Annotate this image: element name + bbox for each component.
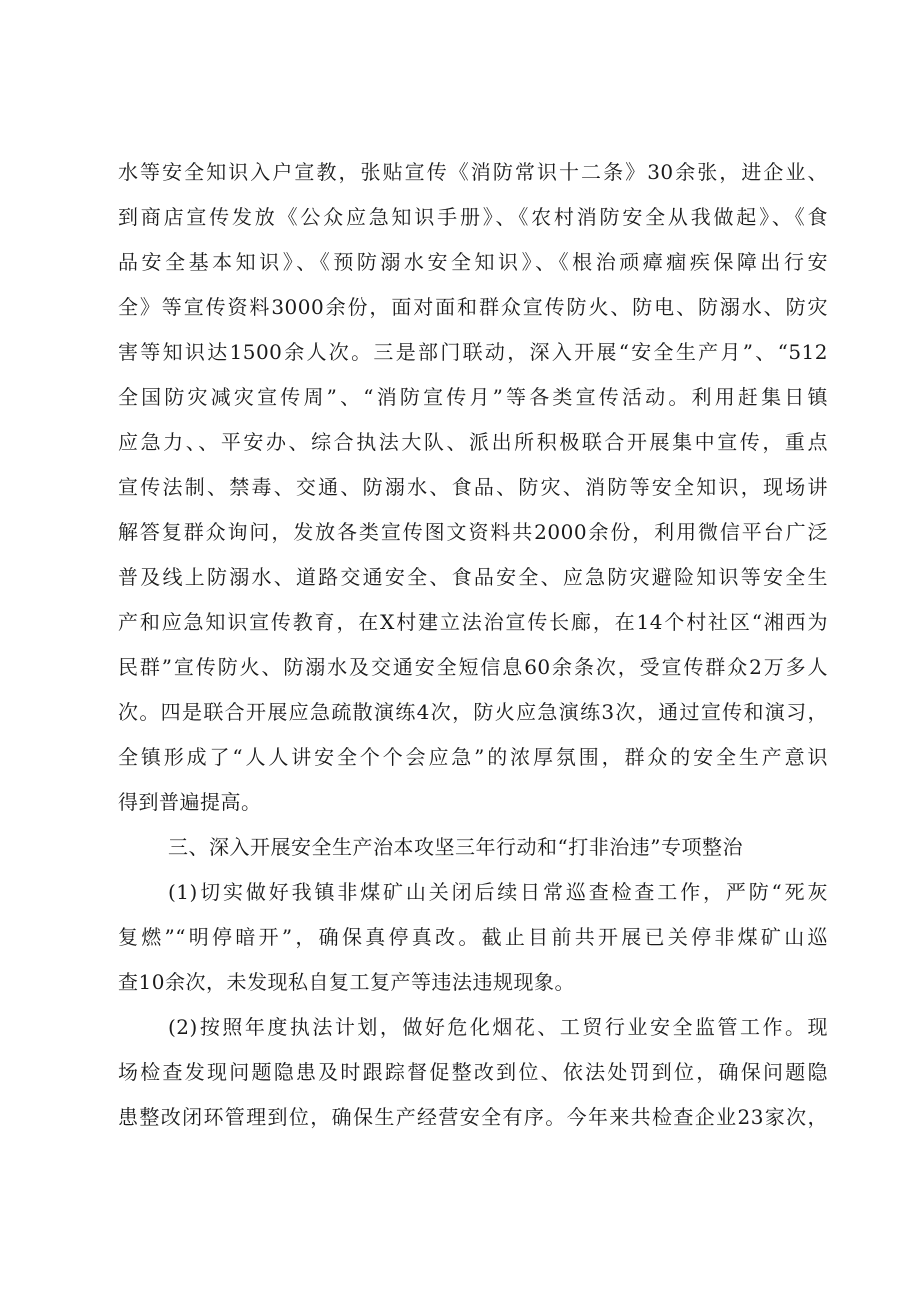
body-line: 普及线上防溺水、道路交通安全、食品安全、应急防灾避险知识等安全生 [118,565,828,589]
body-line: 得到普遍提高。 [118,790,262,814]
body-line: 到商店宣传发放《公众应急知识手册》、《农村消防安全从我做起》、《食 [118,205,828,229]
body-line: 查10余次，未发现私自复工复产等违法违规现象。 [118,970,575,994]
body-line: 解答复群众询问，发放各类宣传图文资料共2000余份，利用微信平台广泛 [118,520,828,544]
body-line: 民群”宣传防火、防溺水及交通安全短信息60余条次，受宣传群众2万多人 [118,655,828,679]
body-line: 场检查发现问题隐患及时跟踪督促整改到位、依法处罚到位，确保问题隐 [118,1060,828,1084]
document-body [118,150,828,1140]
body-line: 水等安全知识入户宣教，张贴宣传《消防常识十二条》30余张，进企业、 [118,160,828,184]
body-line: 宣传法制、禁毒、交通、防溺水、食品、防灾、消防等安全知识，现场讲 [118,475,828,499]
body-line: 全国防灾减灾宣传周”、“消防宣传月”等各类宣传活动。利用赶集日镇 [118,385,828,409]
section-heading: 三、深入开展安全生产治本攻坚三年行动和“打非治违”专项整治 [168,835,743,859]
body-line: 次。四是联合开展应急疏散演练4次，防火应急演练3次，通过宣传和演习， [118,700,828,724]
body-line: 全》等宣传资料3000余份，面对面和群众宣传防火、防电、防溺水、防灾 [118,295,828,319]
body-line: 复燃”“明停暗开”，确保真停真改。截止目前共开展已关停非煤矿山巡 [118,925,828,949]
body-line: (1)切实做好我镇非煤矿山关闭后续日常巡查检查工作，严防“死灰 [168,880,828,904]
body-line: 应急力、、平安办、综合执法大队、派出所积极联合开展集中宣传，重点 [118,430,828,454]
body-line: 全镇形成了“人人讲安全个个会应急”的浓厚氛围，群众的安全生产意识 [118,745,828,769]
body-line: (2)按照年度执法计划，做好危化烟花、工贸行业安全监管工作。现 [168,1015,828,1039]
body-line: 产和应急知识宣传教育，在X村建立法治宣传长廊，在14个村社区“湘西为 [118,610,828,634]
body-line: 患整改闭环管理到位，确保生产经营安全有序。今年来共检查企业23家次， [118,1105,828,1129]
body-line: 害等知识达1500余人次。三是部门联动，深入开展“安全生产月”、“512 [118,340,828,364]
body-line: 品安全基本知识》、《预防溺水安全知识》、《根治顽瘴痼疾保障出行安 [118,250,828,274]
